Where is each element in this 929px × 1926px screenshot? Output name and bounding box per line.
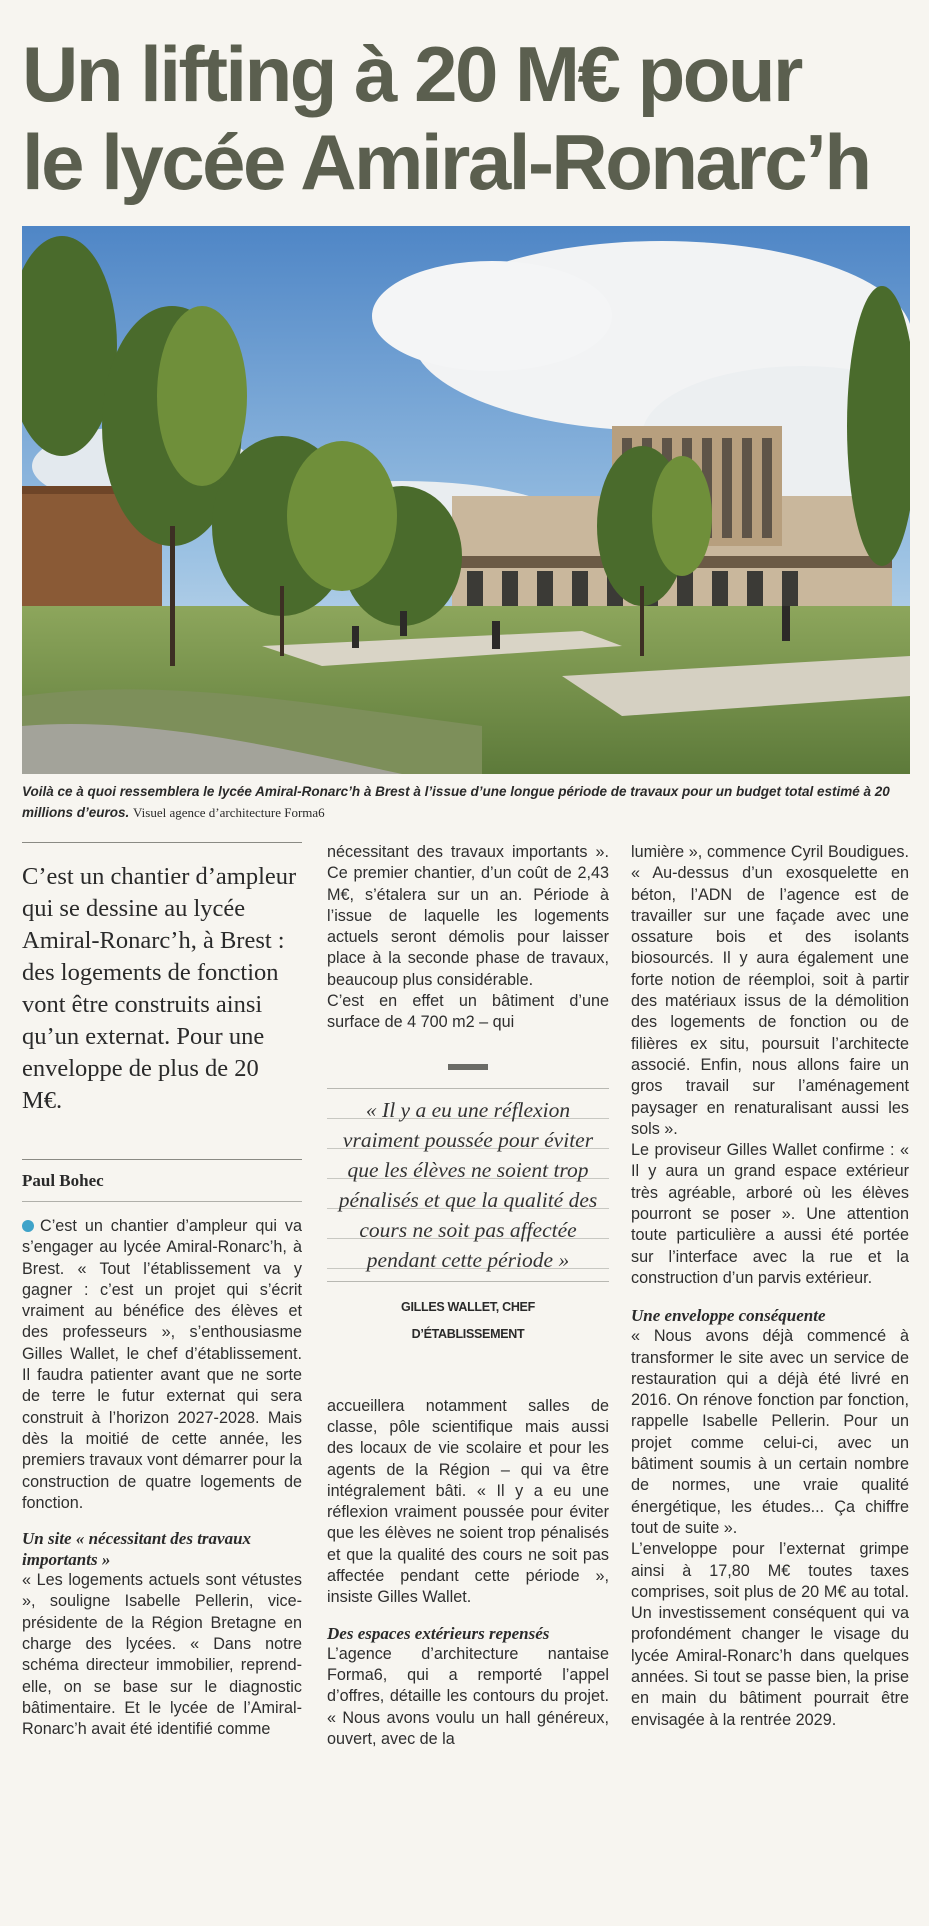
photo-caption xyxy=(22,781,910,823)
architect-rendering-photo xyxy=(22,226,910,774)
paragraph-logements: « Les logements actuels sont vétustes », souligne Isabelle Pellerin, vice-présidente de la Région Bretagne en charge des lycées. « Dans notre schéma directeur immobilier, reprend-elle, on se base sur le diagnostic bâtimentaire. Et le lycée de l’Amiral-Ronarc’h avait été identifié comme xyxy=(22,1571,302,1739)
paragraph-accueillera: accueillera notamment salles de classe, pôle scientifique mais aussi des locaux de vie scolaire et pour les agents de la Région – qui va être intégralement bâti. « Il y a eu une réflexion vraiment poussée pour éviter que les élèves ne soient trop pénalisés et que la qualité des cours ne soit pas affectée pendant cette période », insiste Gilles Wallet. xyxy=(327,1396,609,1607)
paragraph-intro-text: C’est un chantier d’ampleur qui va s’engager au lycée Amiral-Ronarc’h, à Brest. « Tout l’établissement va y gagner : c’est un projet qui s’écrit vraiment au bénéfice des élèves et des professeurs », s’enthousiasme Gilles Wallet, le chef d’établissement. Il faudra patienter avant que ne sorte de terre le futur externat qui sera construit à l’horizon 2027-2028. Mais dès la moitié de cette année, les premiers travaux vont démarrer pour la construction de quatre logements de fonction. xyxy=(22,1217,302,1512)
subheading-site: Un site « nécessitant des travaux importants » xyxy=(22,1529,252,1570)
paragraph-lumiere: lumière », commence Cyril Boudigues. « Au-dessus d’un exosquelette en béton, l’ADN de l’agence est de travailler sur une façade avec une ossature bois et des isolants biosourcés. Il y aura également une forte notion de réemploi, soit à partir des matériaux issus de la démolition des logements de fonction ou de filières ex situ, poursuit l’architecte associé. Enfin, nous allons faire un gros travail sur l’aménagement paysager en renaturalisant aussi les sols ». xyxy=(631,843,909,1138)
column-3 xyxy=(631,842,909,1731)
quote-bar xyxy=(448,1064,488,1070)
paragraph-enveloppe: L’enveloppe pour l’externat grimpe ainsi à 17,80 M€ toutes taxes comprises, soit plus de 20 M€ au total. Un investissement conséquent qui va profondément changer le visage du lycée Amiral-Ronarc’h dans quelques années. Si tout se passe bien, la prise en main du bâtiment pourrait être envisagée à la rentrée 2029. xyxy=(631,1540,909,1729)
column-1 xyxy=(22,842,302,1741)
quote-author-line-2: D’ÉTABLISSEMENT xyxy=(411,1326,525,1341)
byline-rule-bottom xyxy=(22,1201,302,1202)
paragraph-premier-chantier: nécessitant des travaux importants ». Ce premier chantier, d’un coût de 2,43 M€, s’étalera sur un an. Période à l’issue de laquelle les logements actuels seront démolis pour laisser place à la seconde phase de travaux, beaucoup plus considérable. xyxy=(327,843,609,989)
paragraph-intro xyxy=(22,1216,302,1514)
headline-line-2: le lycée Amiral-Ronarc’h xyxy=(22,118,870,206)
pull-quote-text: « Il y a eu une réflexion vraiment poussée pour éviter que les élèves ne soient trop pénalisés et que la qualité des cours ne soit pas affectée pendant cette période » xyxy=(327,1088,609,1282)
caption-credit: Visuel agence d’architecture Forma6 xyxy=(133,805,325,820)
bullet-icon xyxy=(22,1220,34,1232)
caption-text: Voilà ce à quoi ressemblera le lycée Amiral-Ronarc’h à Brest à l’issue d’une longue période de travaux pour un budget total estimé à 20 millions d’euros. xyxy=(22,784,890,820)
headline xyxy=(22,30,912,206)
pull-quote xyxy=(327,1064,609,1348)
paragraph-batiment: C’est en effet un bâtiment d’une surface de 4 700 m2 – qui xyxy=(327,992,609,1032)
headline-line-1: Un lifting à 20 M€ pour xyxy=(22,30,801,118)
byline-author: Paul Bohec xyxy=(22,1171,104,1190)
paragraph-restauration: « Nous avons déjà commencé à transformer le site avec un service de restauration qui a déjà été livré en 2016. On rénove fonction par fonction, rappelle Isabelle Pellerin. Pour un projet comme celui-ci, avec un bâtiment soumis à un certain nombre de normes, une vraie qualité énergétique, les études... Ça chiffre tout de suite ». xyxy=(631,1327,909,1537)
paragraph-forma6: L’agence d’architecture nantaise Forma6, qui a remporté l’appel d’offres, détaille les contours du projet. « Nous avons voulu un hall généreux, ouvert, avec de la xyxy=(327,1644,609,1748)
column-rule xyxy=(22,842,302,843)
subheading-espaces: Des espaces extérieurs repensés xyxy=(327,1623,550,1643)
byline-rule xyxy=(22,1159,302,1160)
subheading-enveloppe: Une enveloppe conséquente xyxy=(631,1306,826,1326)
pull-quote-author xyxy=(327,1294,609,1348)
paragraph-proviseur: Le proviseur Gilles Wallet confirme : « Il y aura un grand espace extérieur très agréable, arboré où les élèves pourront se poser ». Une attention toute particulière a aussi été portée sur l’interface avec la rue et la construction d’un parvis extérieur. xyxy=(631,1141,909,1287)
quote-author-line-1: GILLES WALLET, CHEF xyxy=(401,1299,535,1314)
column-2 xyxy=(327,842,609,1750)
standfirst: C’est un chantier d’ampleur qui se dessine au lycée Amiral-Ronarc’h, à Brest : des logements de fonction vont être construits ainsi qu’un externat. Pour une enveloppe de plus de 20 M€. xyxy=(22,863,297,1114)
